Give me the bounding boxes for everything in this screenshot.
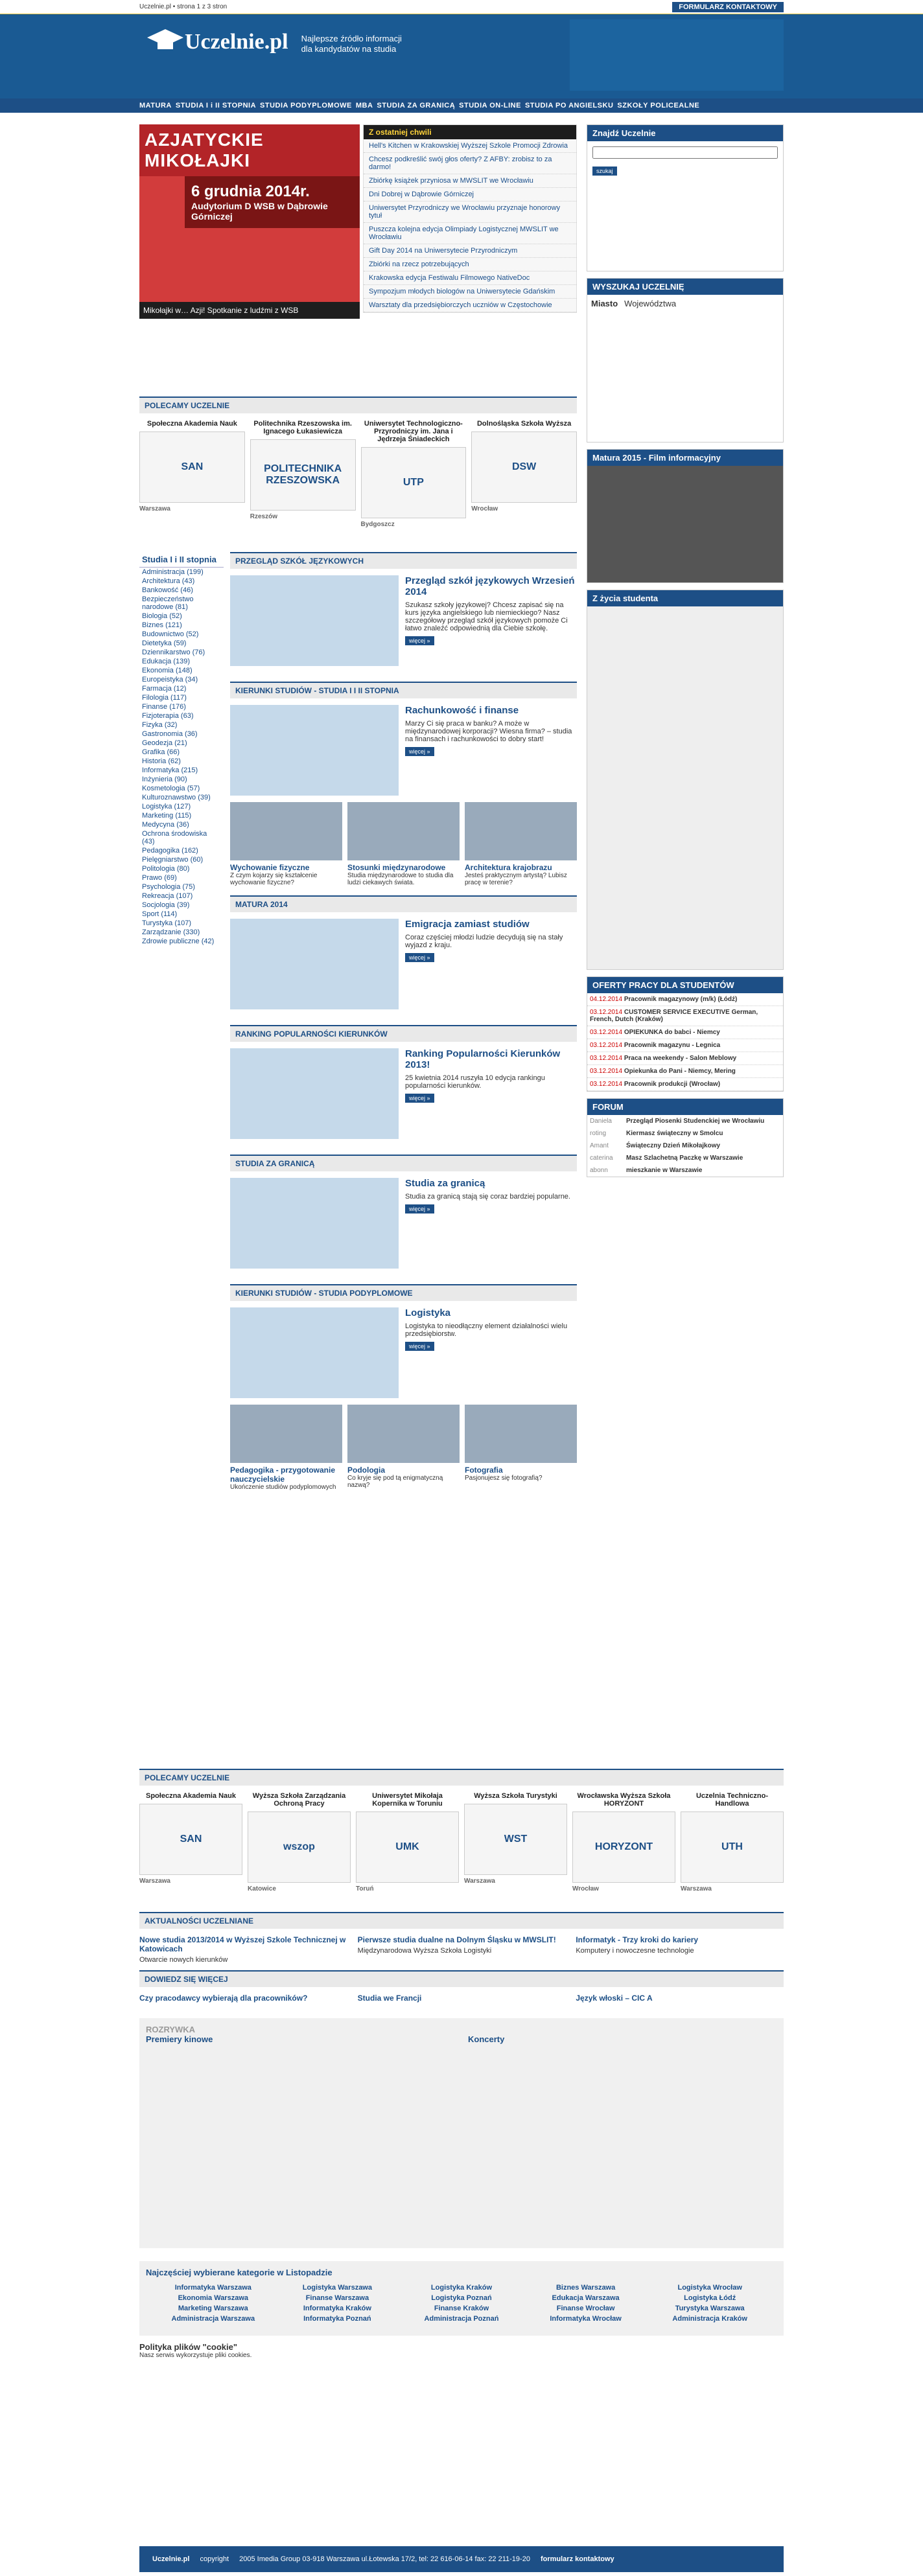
category-link[interactable]: Logistyka Łódź (684, 2294, 736, 2302)
kierunek-card[interactable]: Podologia Co kryje się pod tą enigmatyczną nazwą? (347, 1405, 460, 1491)
more-button[interactable]: więcej » (405, 1342, 434, 1351)
category-link[interactable]: Informatyka Warszawa (174, 2284, 251, 2292)
kierunek-card[interactable]: Architektura krajobrazu Jesteś praktycznym artystą? Lubisz pracę w terenie? (465, 802, 577, 886)
job-offer[interactable]: 03.12.2014 OPIEKUNKA do babci - Niemcy (587, 1026, 783, 1039)
top-left-text: Uczelnie.pl • strona 1 z 3 stron (139, 3, 228, 10)
uni-logo: SAN (139, 431, 245, 503)
sidebar-item[interactable]: Grafika (66) (142, 748, 180, 756)
entertainment: ROZRYWKA Premiery kinowe Koncerty (139, 2018, 784, 2248)
sidebar-item[interactable]: Zarządzanie (330) (142, 928, 200, 936)
section-image[interactable] (230, 1048, 399, 1139)
news-item[interactable]: Krakowska edycja Festiwalu Filmowego NativeDoc (364, 271, 576, 285)
uni-card[interactable]: Dolnośląska Szkoła Wyższa DSW Wrocław (471, 420, 577, 528)
sidebar-item[interactable]: Architektura (43) (142, 577, 195, 585)
category-link[interactable]: Turystyka Warszawa (675, 2305, 745, 2312)
category-link[interactable]: Edukacja Warszawa (552, 2294, 620, 2302)
sidebar-item[interactable]: Administracja (199) (142, 568, 204, 576)
news-item[interactable]: Puszcza kolejna edycja Olimpiady Logistycznej MWSLIT we Wrocławiu (364, 223, 576, 244)
sidebar-item[interactable]: Ochrona środowiska (43) (142, 830, 207, 845)
news-item[interactable]: Gift Day 2014 na Uniwersytecie Przyrodniczym (364, 244, 576, 258)
news-item[interactable]: Warsztaty dla przedsiębiorczych uczniów w Częstochowie (364, 299, 576, 312)
logo-title: Uczelnie.pl (185, 30, 288, 54)
section-image[interactable] (230, 1178, 399, 1269)
site-header (0, 14, 923, 98)
more-card[interactable]: Studia we Francji (357, 1994, 422, 2003)
contact-form-link[interactable]: FORMULARZ KONTAKTOWY (672, 2, 784, 12)
section-image[interactable] (230, 1307, 399, 1398)
uni-card[interactable]: Społeczna Akademia Nauk SAN Warszawa (139, 420, 245, 528)
section-image[interactable] (230, 575, 399, 666)
hero-caption: Mikołajki w… Azji! Spotkanie z ludźmi z WSB (139, 302, 360, 319)
uni-logo: DSW (471, 431, 577, 503)
sidebar-item[interactable]: Dietetyka (59) (142, 639, 187, 647)
matura-video[interactable]: Matura 2015 - Film informacyjny (587, 449, 784, 583)
sidebar-item[interactable]: Kosmetologia (57) (142, 785, 200, 792)
more-button[interactable]: więcej » (405, 1094, 434, 1103)
section-postgrad: KIERUNKI STUDIÓW - STUDIA PODYPLOMOWE Logistyka Logistyka to nieodłączny element działalności wielu przedsiębiorstw. więcej » Pedagogika - przygotowanie nauczycielskie Ukończenie studiów podyplomowych Podologia Co kryje się pod tą enigmatyczną nazwą? Fotografia Pasjonujesz się fotografią? (230, 1284, 577, 1491)
category-link[interactable]: Informatyka Wrocław (550, 2315, 622, 2323)
sidebar-item[interactable]: Gastronomia (36) (142, 730, 198, 738)
uni-card[interactable]: Wyższa Szkoła Turystyki WST Warszawa (464, 1792, 567, 1892)
job-offer[interactable]: 03.12.2014 CUSTOMER SERVICE EXECUTIVE German, French, Dutch (Kraków) (587, 1006, 783, 1026)
nav-matura[interactable]: MATURA (139, 102, 172, 109)
sidebar-item[interactable]: Geodezja (21) (142, 739, 187, 747)
section-image[interactable] (230, 919, 399, 1009)
sidebar-item[interactable]: Psychologia (75) (142, 883, 195, 891)
sidebar-item[interactable]: Socjologia (39) (142, 901, 190, 909)
sidebar-item[interactable]: Europeistyka (34) (142, 676, 198, 684)
uni-logo: SAN (139, 1804, 242, 1875)
category-link[interactable]: Finanse Wrocław (556, 2305, 615, 2312)
nav-online[interactable]: STUDIA ON-LINE (459, 102, 521, 109)
uni-logo: HORYZONT (572, 1811, 675, 1883)
sidebar-item[interactable]: Marketing (115) (142, 812, 192, 820)
sidebar-item[interactable]: Budownictwo (52) (142, 630, 199, 638)
search-title: Znajdź Uczelnie (587, 125, 783, 141)
nav-policealne[interactable]: SZKOŁY POLICEALNE (617, 102, 700, 109)
news-item[interactable]: Sympozjum młodych biologów na Uniwersytecie Gdańskim (364, 285, 576, 299)
more-card[interactable]: Czy pracodawcy wybierają dla pracowników? (139, 1994, 308, 2003)
tab-wojewodztwa[interactable]: Województwa (624, 299, 677, 308)
uni-card[interactable]: Wyższa Szkoła Zarządzania Ochroną Pracy wszop Katowice (248, 1792, 351, 1892)
section-ranking: RANKING POPULARNOŚCI KIERUNKÓW Ranking Popularności Kierunków 2013! 25 kwietnia 2014 ruszyła 10 edycja rankingu popularności kierunków. więcej » (230, 1025, 577, 1145)
category-link[interactable]: Logistyka Warszawa (302, 2284, 372, 2292)
job-offer[interactable]: 03.12.2014 Opiekunka do Pani - Niemcy, Mering (587, 1065, 783, 1078)
uni-card[interactable]: Uniwersytet Mikołaja Kopernika w Toruniu UMK Toruń (356, 1792, 459, 1892)
kierunek-card[interactable]: Fotografia Pasjonujesz się fotografią? (465, 1405, 577, 1491)
promo-title: POLECAMY UCZELNIE (139, 397, 577, 413)
header-buildings-image (570, 19, 784, 91)
news-card[interactable]: Informatyk - Trzy kroki do kariery Komputery i nowoczesne technologie (576, 1935, 699, 1955)
search-input[interactable] (592, 146, 778, 159)
sidebar-item[interactable]: Bankowość (46) (142, 586, 193, 594)
kierunek-card[interactable]: Stosunki międzynarodowe Studia międzynarodowe to studia dla ludzi ciekawych świata. (347, 802, 460, 886)
sidebar-item[interactable]: Farmacja (12) (142, 685, 187, 693)
search-button[interactable]: szukaj (592, 167, 617, 176)
uni-logo: UMK (356, 1811, 459, 1883)
uni-logo: WST (464, 1804, 567, 1875)
sidebar-item[interactable]: Turystyka (107) (142, 919, 192, 927)
sidebar-item[interactable]: Edukacja (139) (142, 658, 190, 665)
uni-logo: POLITECHNIKA RZESZOWSKA (250, 439, 356, 511)
hero-banner[interactable] (139, 124, 360, 319)
sidebar-item[interactable]: Biologia (52) (142, 612, 182, 620)
section-abroad: STUDIA ZA GRANICĄ Studia za granicą Studia za granicą stają się coraz bardziej popularne. więcej » (230, 1155, 577, 1275)
sidebar-item[interactable]: Bezpieczeństwo narodowe (81) (142, 595, 194, 611)
uni-logo: UTP (361, 447, 467, 518)
search-box (587, 124, 784, 271)
forum-post[interactable]: caterina Masz Szlachetną Paczkę w Warszawie (590, 1155, 743, 1162)
more-button[interactable]: więcej » (405, 1204, 434, 1213)
sidebar-item[interactable]: Finanse (176) (142, 703, 186, 711)
news-item[interactable]: Chcesz podkreślić swój głos oferty? Z AFBY: zrobisz to za darmo! (364, 153, 576, 174)
category-link[interactable]: Marketing Warszawa (178, 2305, 248, 2312)
news-card[interactable]: Nowe studia 2013/2014 w Wyższej Szkole Technicznej w Katowicach Otwarcie nowych kierunków (139, 1935, 346, 1964)
category-link[interactable]: Biznes Warszawa (555, 2284, 616, 2292)
sidebar-item[interactable]: Pielęgniarstwo (60) (142, 856, 204, 864)
sidebar-categories (139, 552, 224, 946)
sidebar-item[interactable]: Informatyka (215) (142, 766, 198, 774)
sidebar-item[interactable]: Logistyka (127) (142, 803, 191, 811)
more-card[interactable]: Język włoski – CIC A (576, 1994, 653, 2003)
uni-logo: wszop (248, 1811, 351, 1883)
footer: Uczelnie.pl copyright 2005 Imedia Group 03-918 Warszawa ul.Łotewska 17/2, tel: 22 616-06-14 fax: 22 211-19-20 formularz kontaktowy (139, 2546, 784, 2572)
hero-title: AZJATYCKIE MIKOŁAJKI (139, 124, 360, 176)
news-item[interactable]: Dni Dobrej w Dąbrowie Górniczej (364, 188, 576, 201)
news-item[interactable]: Uniwersytet Przyrodniczy we Wrocławiu przyznaje honorowy tytuł (364, 201, 576, 223)
main-nav (0, 98, 923, 113)
sidebar-item[interactable]: Prawo (69) (142, 874, 177, 882)
news-item[interactable]: Hell's Kitchen w Krakowskiej Wyższej Szkole Promocji Zdrowia (364, 139, 576, 153)
job-offer[interactable]: 03.12.2014 Praca na weekendy - Salon Meblowy (587, 1052, 783, 1065)
forum-post[interactable]: abonn mieszkanie w Warszawie (590, 1167, 703, 1174)
sidebar-item[interactable]: Kulturoznawstwo (39) (142, 794, 211, 801)
kierunek-card[interactable]: Pedagogika - przygotowanie nauczycielskie Ukończenie studiów podyplomowych (230, 1405, 342, 1491)
uni-card[interactable]: Uczelnia Techniczno-Handlowa UTH Warszawa (681, 1792, 784, 1892)
more-button[interactable]: więcej » (405, 636, 434, 645)
tab-miasto[interactable]: Miasto (591, 299, 618, 308)
news-item[interactable]: Zbiórkę książek przyniosa w MWSLIT we Wrocławiu (364, 174, 576, 188)
kierunek-card[interactable]: Wychowanie fizyczne Z czym kojarzy się kształcenie wychowanie fizyczne? (230, 802, 342, 886)
top-strip (0, 0, 923, 14)
nav-za-granica[interactable]: STUDIA ZA GRANICĄ (377, 102, 456, 109)
find-uni-box: WYSZUKAJ UCZELNIĘ Miasto Województwa (587, 278, 784, 443)
nav-studia-1-2[interactable]: STUDIA I i II STOPNIA (175, 102, 257, 109)
sidebar-item[interactable]: Politologia (80) (142, 865, 190, 873)
uni-logo: UTH (681, 1811, 784, 1883)
main-content (230, 552, 577, 1500)
latest-news-title: Z ostatniej chwili (364, 125, 576, 139)
category-link[interactable]: Administracja Poznań (424, 2315, 499, 2323)
uni-card[interactable]: Politechnika Rzeszowska im. Ignacego Łukasiewicza POLITECHNIKA RZESZOWSKA Rzeszów (250, 420, 356, 528)
sidebar-item[interactable]: Biznes (121) (142, 621, 182, 629)
categories: Najczęściej wybierane kategorie w Listopadzie Informatyka Warszawa Logistyka Warszawa Logistyka Kraków Biznes Warszawa Logistyka Wrocław Ekonomia Warszawa Finanse Warszawa Logistyka Poznań Edukacja Warszawa Logistyka Łódź Marketing Warszawa Informatyka Kraków Finanse Kraków Finanse Wrocław Turystyka Warszawa Administracja Warszawa Informatyka Poznań Administracja Poznań Informatyka Wrocław Administracja Kraków (139, 2261, 784, 2336)
category-link[interactable]: Informatyka Poznań (303, 2315, 371, 2323)
sidebar-item[interactable]: Pedagogika (162) (142, 847, 198, 855)
graduation-cap-icon (146, 26, 185, 58)
category-link[interactable]: Logistyka Poznań (431, 2294, 492, 2302)
uni-card[interactable]: Wrocławska Wyższa Szkoła HORYZONT HORYZONT Wrocław (572, 1792, 675, 1892)
sidebar-item[interactable]: Historia (62) (142, 757, 181, 765)
category-link[interactable]: Logistyka Kraków (430, 2284, 493, 2292)
nav-mba[interactable]: MBA (355, 102, 373, 109)
category-link[interactable]: Finanse Warszawa (305, 2294, 369, 2302)
sidebar-item[interactable]: Medycyna (36) (142, 821, 189, 829)
section-matura: MATURA 2014 Emigracja zamiast studiów Coraz częściej młodzi ludzie decydują się na stały wyjazd z kraju. więcej » (230, 895, 577, 1016)
sidebar-item[interactable]: Inżynieria (90) (142, 776, 187, 783)
job-offer[interactable]: 03.12.2014 Pracownik produkcji (Wrocław) (587, 1078, 783, 1091)
forum-post[interactable]: roting Kiermasz świąteczny w Smolcu (590, 1130, 723, 1137)
student-life: Z życia studenta (587, 590, 784, 970)
section-heading[interactable]: Rachunkowość i finanse (405, 705, 519, 716)
job-offer[interactable]: 04.12.2014 Pracownik magazynowy (m/k) (Łódź) (587, 993, 783, 1006)
uni-card[interactable]: Społeczna Akademia Nauk SAN Warszawa (139, 1792, 242, 1892)
news-item[interactable]: Zbiórki na rzecz potrzebujących (364, 258, 576, 271)
sidebar-item[interactable]: Zdrowie publiczne (42) (142, 937, 215, 945)
sidebar-item[interactable]: Filologia (117) (142, 694, 187, 702)
forum: FORUM Daniela Przegląd Piosenki Studenckiej we Wrocławiu roting Kiermasz świąteczny w Smolcu Amant Świąteczny Dzień Mikołajkowy caterina Masz Szlachetną Paczkę w Warszawie abonn mieszkanie w Warszawie (587, 1098, 784, 1177)
category-link[interactable]: Administracja Kraków (672, 2315, 747, 2323)
logo-tagline-2: dla kandydatów na studia (301, 44, 397, 54)
sidebar-item[interactable]: Fizjoterapia (63) (142, 712, 194, 720)
forum-post[interactable]: Amant Świąteczny Dzień Mikołajkowy (590, 1142, 721, 1149)
more-button[interactable]: więcej » (405, 747, 434, 756)
sidebar-item[interactable]: Ekonomia (148) (142, 667, 193, 674)
category-link[interactable]: Logistyka Wrocław (677, 2284, 742, 2292)
job-offer[interactable]: 03.12.2014 Pracownik magazynu - Legnica (587, 1039, 783, 1052)
forum-post[interactable]: Daniela Przegląd Piosenki Studenckiej we Wrocławiu (590, 1118, 765, 1125)
more-button[interactable]: więcej » (405, 953, 434, 962)
sidebar-item[interactable]: Sport (114) (142, 910, 178, 918)
news-card[interactable]: Pierwsze studia dualne na Dolnym Śląsku w MWSLIT! Międzynarodowa Wyższa Szkoła Logistyki (357, 1935, 556, 1955)
category-link[interactable]: Ekonomia Warszawa (178, 2294, 248, 2302)
section-kierunki: KIERUNKI STUDIÓW - STUDIA I I II STOPNIA Rachunkowość i finanse Marzy Ci się praca w banku? A może w międzynarodowej korporacji? Wiesna firma? – studia na finansach i rachunkowości to dobry start! więcej » Wychowanie fizyczne Z czym kojarzy się kształcenie wychowanie fizyczne? Stosunki międzynarodowe Studia międzynarodowe to studia dla ludzi ciekawych świata. Architektura krajobrazu Jesteś praktycznym artystą? Lubisz pracę w terenie? (230, 682, 577, 886)
section-heading[interactable]: Przegląd szkół językowych Wrzesień 2014 (405, 575, 575, 597)
job-offers: OFERTY PRACY DLA STUDENTÓW 04.12.2014 Pracownik magazynowy (m/k) (Łódź) 03.12.2014 CUSTOMER SERVICE EXECUTIVE German, French, Dutch (Kraków) 03.12.2014 OPIEKUNKA do babci - Niemcy 03.12.2014 Pracownik magazynu - Legnica 03.12.2014 Praca na weekendy - Salon Meblowy 03.12.2014 Opiekunka do Pani - Niemcy, Mering 03.12.2014 Pracownik produkcji (Wrocław) (587, 976, 784, 1092)
contact-link[interactable]: formularz kontaktowy (540, 2555, 614, 2563)
nav-podyplomowe[interactable]: STUDIA PODYPLOMOWE (260, 102, 352, 109)
logo-tagline-1: Najlepsze źródło informacji (301, 34, 402, 43)
section-language-schools: PRZEGLĄD SZKÓŁ JĘZYKOWYCH Przegląd szkół językowych Wrzesień 2014 Szukasz szkoły językowej? Chcesz zapisać się na kurs języka angielskiego lub niemieckiego? Nasz szczegółowy przegląd szkół językowych pomoże Ci łatwo znaleźć odpowiednią dla Ciebie szkołę. więcej » (230, 552, 577, 673)
sidebar-item[interactable]: Fizyka (32) (142, 721, 178, 729)
category-link[interactable]: Finanse Kraków (434, 2305, 489, 2312)
hero-date: 6 grudnia 2014r. Audytorium D WSB w Dąbrowie Górniczej (185, 176, 360, 228)
section-image[interactable] (230, 705, 399, 796)
uni-card[interactable]: Uniwersytet Technologiczno-Przyrodniczy im. Jana i Jędrzeja Śniadeckich UTP Bydgoszcz (361, 420, 467, 528)
sidebar-item[interactable]: Dziennikarstwo (76) (142, 649, 205, 656)
latest-news (363, 124, 577, 313)
site-logo[interactable] (146, 26, 402, 58)
sidebar-title: Studia I i II stopnia (139, 552, 224, 568)
sidebar-item[interactable]: Rekreacja (107) (142, 892, 193, 900)
category-link[interactable]: Administracja Warszawa (171, 2315, 255, 2323)
nav-angielski[interactable]: STUDIA PO ANGIELSKU (524, 102, 614, 109)
category-link[interactable]: Informatyka Kraków (303, 2305, 371, 2312)
bottom-section: POLECAMY UCZELNIE Społeczna Akademia Nauk SAN Warszawa Wyższa Szkoła Zarządzania Ochroną Pracy wszop Katowice Uniwersytet Mikołaja Kopernika w Toruniu UMK Toruń Wyższa Szkoła Turystyki WST Warszawa Wrocławska Wyższa Szkoła HORYZONT HORYZONT Wrocław Uczelnia Techniczno-Handlowa UTH Warszawa AKTUALNOŚCI UCZELNIANE Nowe studia 2013/2014 w Wyższej Szkole Technicznej w Katowicach Otwarcie nowych kierunków Pierwsze studia dualne na Dolnym Śląsku w MWSLIT! Międzynarodowa Wyższa Szkoła Logistyki Informatyk - Trzy kroki do kariery Komputery i nowoczesne technologie DOWIEDZ SIĘ WIĘCEJ Czy pracodawcy wybierają dla pracowników? Studia we Francji Język włoski – CIC A ROZRYWKA Premiery kinowe Koncerty Najczęściej wybierane kategorie w Listopadzie Informatyka Warszawa Logistyka Warszawa Logistyka Kraków Biznes Warszawa Logistyka Wrocław Ekonomia Warszawa Finanse Warszawa Logistyka Poznań Edukacja Warszawa Logistyka Łódź Marketing Warszawa Informatyka Kraków Finanse Kraków Finanse Wrocław Turystyka Warszawa Administracja Warszawa Informatyka Poznań Administracja Poznań Informatyka Wrocław Administracja Kraków Polityka plików "cookie" Nasz serwis wykorzystuje pliki cookies. (139, 1769, 784, 2359)
